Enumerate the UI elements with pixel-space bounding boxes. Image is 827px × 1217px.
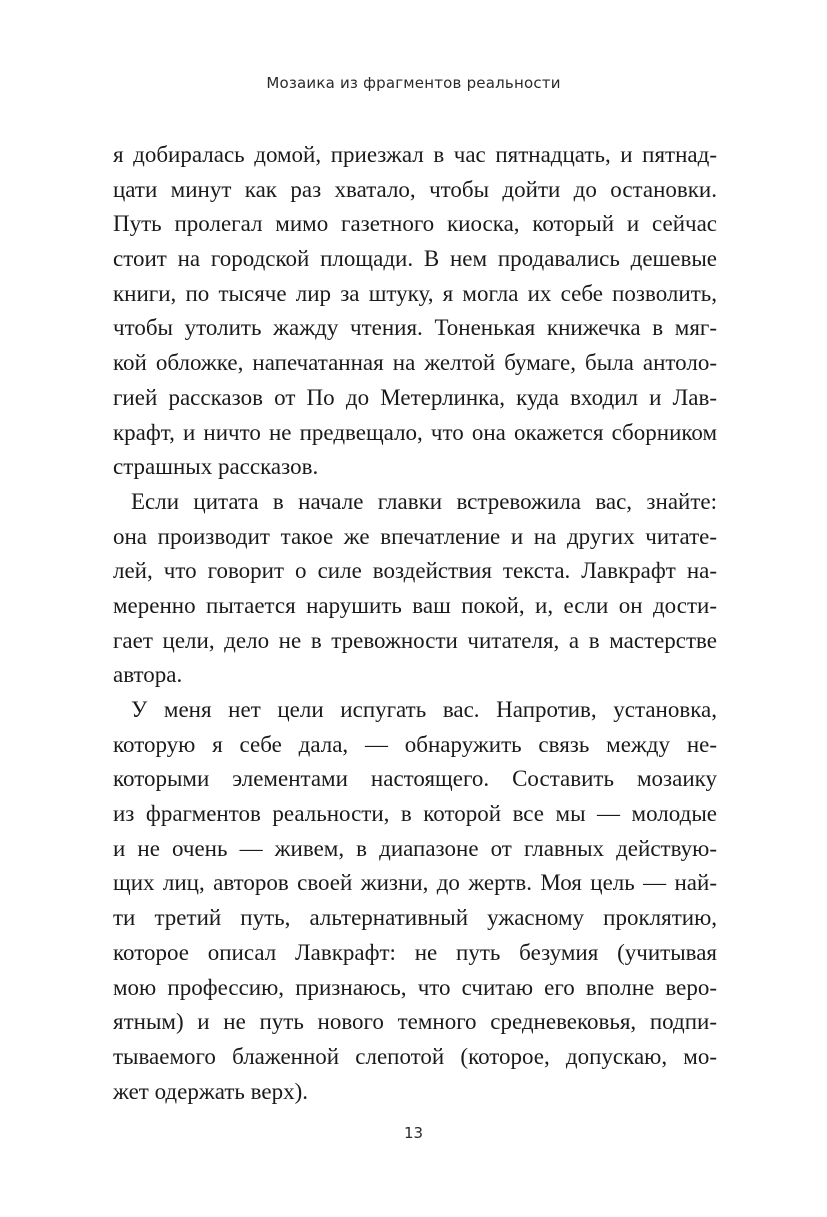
text-line: книги, по тысяче лир за штуку, я могла их себе позволить, (113, 280, 717, 306)
text-line: ятным) и не путь нового темного средневековья, подпи- (113, 1009, 717, 1035)
text-line: крафт, и ничто не предвещало, что она окажется сборником (113, 419, 717, 445)
paragraph-3 (113, 693, 717, 1109)
text-line: стоит на городской площади. В нем продавались дешевые (113, 246, 717, 272)
text-line: меренно пытается нарушить ваш покой, и, если он дости- (113, 592, 717, 618)
text-line: У меня нет цели испугать вас. Напротив, установка, (131, 697, 717, 722)
body-text (113, 138, 717, 1109)
text-line: чтобы утолить жажду чтения. Тоненькая книжечка в мяг- (113, 315, 717, 341)
text-line: щих лиц, авторов своей жизни, до жертв. Моя цель — най- (113, 870, 717, 896)
text-line: она производит такое же впечатление и на других читате- (113, 523, 717, 549)
text-line: цати минут как раз хватало, чтобы дойти до остановки. (113, 176, 717, 202)
text-line: жет одержать верх). (113, 1078, 308, 1104)
text-line: ти третий путь, альтернативный ужасному проклятию, (113, 905, 717, 931)
text-line: я добиралась домой, приезжал в час пятнадцать, и пятнад- (113, 142, 717, 167)
text-line: гает цели, дело не в тревожности читателя, а в мастерстве (113, 627, 717, 653)
running-head: Мозаика из фрагментов реальности (266, 74, 561, 92)
paragraph-1 (113, 138, 717, 485)
text-line: и не очень — живем, в диапазоне от главных действую- (113, 835, 717, 861)
text-line: мою профессию, признаюсь, что считаю его вполне веро- (113, 974, 717, 1000)
page-number: 13 (403, 1124, 424, 1142)
text-line: тываемого блаженной слепотой (которое, допускаю, мо- (113, 1043, 717, 1069)
text-line: кой обложке, напечатанная на желтой бумаге, была антоло- (113, 350, 717, 376)
text-line: гией рассказов от По до Метерлинка, куда входил и Лав- (113, 384, 717, 410)
text-line: которое описал Лавкрафт: не путь безумия (учитывая (113, 939, 717, 965)
text-line: лей, что говорит о силе воздействия текста. Лавкрафт на- (113, 558, 717, 584)
text-line: страшных рассказов. (113, 454, 319, 480)
text-line: которыми элементами настоящего. Составить мозаику (113, 766, 717, 792)
text-line: Путь пролегал мимо газетного киоска, который и сейчас (113, 211, 717, 237)
text-line: из фрагментов реальности, в которой все мы — молодые (113, 801, 717, 827)
text-line: Если цитата в начале главки встревожила вас, знайте: (131, 488, 717, 514)
text-line: автора. (113, 662, 183, 688)
paragraph-2 (113, 485, 717, 693)
text-line: которую я себе дала, — обнаружить связь между не- (113, 731, 717, 757)
